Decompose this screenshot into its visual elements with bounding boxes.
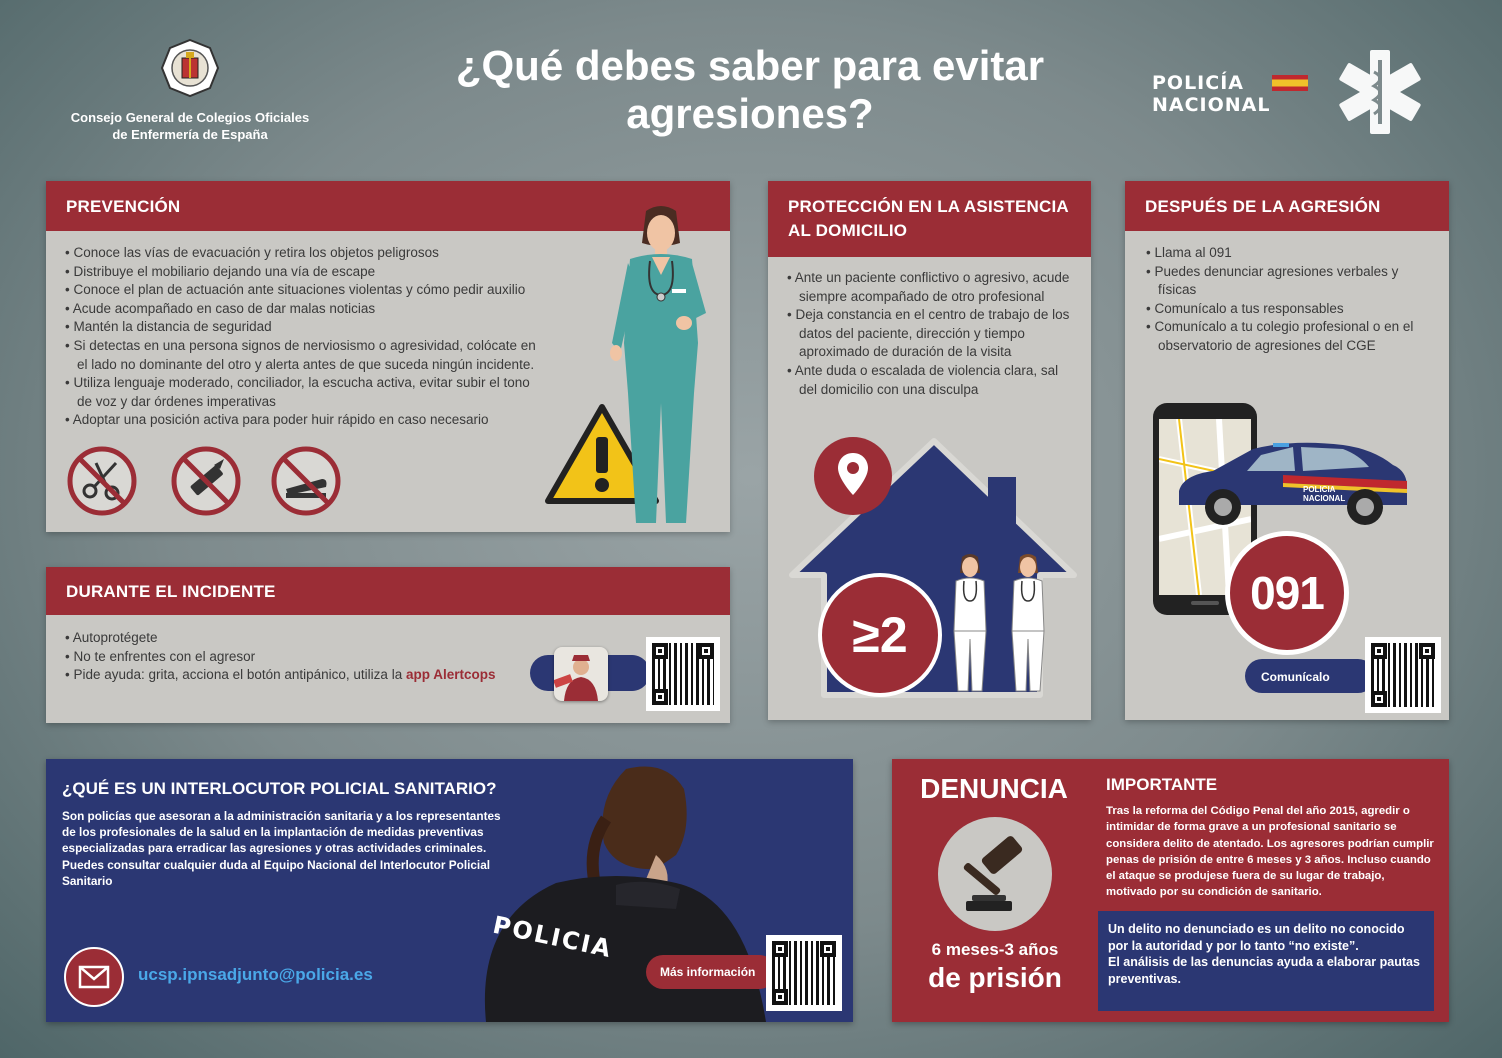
list-item: • Puedes denunciar agresiones verbales y físicas xyxy=(1145,263,1435,300)
gavel-icon xyxy=(938,817,1052,931)
list-item: • Comunícalo a tu colegio profesional o en el observatorio de agresiones del CGE xyxy=(1145,318,1435,355)
interlocutor-title: ¿QUÉ ES UN INTERLOCUTOR POLICIAL SANITARIO? xyxy=(62,779,497,798)
penalty-duration: 6 meses-3 años xyxy=(931,940,1059,959)
list-item: • Autoprotégete xyxy=(64,629,544,648)
domicilio-list xyxy=(786,269,1076,399)
no-cutter-icon xyxy=(170,445,242,522)
list-item: • Acude acompañado en caso de dar malas noticias xyxy=(64,300,544,319)
durante-card xyxy=(46,567,730,723)
list-item xyxy=(64,666,544,685)
alertcops-app-icon[interactable] xyxy=(554,647,608,701)
list-item: • Deja constancia en el centro de trabajo de los datos del paciente, dirección y tiempo aproximado de duración de la visita xyxy=(786,306,1076,362)
jacket-text: POLICIA xyxy=(490,910,615,964)
list-item: • Adoptar una posición activa para poder huir rápido en caso necesario xyxy=(64,411,544,430)
star-of-life-icon xyxy=(1330,42,1430,142)
list-item: • Mantén la distancia de seguridad xyxy=(64,318,544,337)
title-line-2: agresiones? xyxy=(626,90,874,137)
police-line-2: NACIONAL xyxy=(1152,94,1271,116)
police-line-1: POLICÍA xyxy=(1152,72,1244,94)
list-item: • Ante duda o escalada de violencia clara, sal del domicilio con una disculpa xyxy=(786,362,1076,399)
alertcops-text: Pide ayuda: grita, acciona el botón antipánico, utiliza la xyxy=(73,667,406,683)
domicilio-title-line-1: PROTECCIÓN EN LA ASISTENCIA xyxy=(788,197,1069,216)
interlocutor-description: Son policías que asesoran a la administración sanitaria y a los representantes de los profesionales de la salud en la implantación de medidas preventivas especializadas para erradicar las agresiones y otras actividades criminales. xyxy=(62,809,501,856)
notice-box xyxy=(1098,911,1434,1011)
list-item: • Conoce el plan de actuación ante situaciones violentas y cómo pedir auxilio xyxy=(64,281,544,300)
list-item: • Comunícalo a tus responsables xyxy=(1145,300,1435,319)
organization-name xyxy=(40,109,340,143)
comunicalo-qr-code[interactable] xyxy=(1365,637,1441,713)
alertcops-link[interactable]: app Alertcops xyxy=(405,667,496,683)
spain-flag-stripe xyxy=(1272,75,1308,91)
important-title: IMPORTANTE xyxy=(1106,775,1218,794)
prevencion-title: PREVENCIÓN xyxy=(66,197,181,216)
emergency-number: 091 xyxy=(1250,567,1324,619)
despues-title: DESPUÉS DE LA AGRESIÓN xyxy=(1145,197,1381,216)
prevencion-card xyxy=(46,181,730,532)
emergency-number-badge xyxy=(1225,531,1349,655)
penalty-text xyxy=(910,939,1080,995)
nurse-illustration xyxy=(606,203,716,528)
denuncia-title: DENUNCIA xyxy=(920,773,1068,804)
title-line-1: ¿Qué debes saber para evitar xyxy=(455,42,1045,89)
domicilio-header xyxy=(768,181,1091,257)
police-car-illustration xyxy=(1173,431,1413,540)
nurses-pair-illustration xyxy=(948,551,1058,698)
penalty-type: de prisión xyxy=(928,962,1062,993)
org-line-2: de Enfermería de España xyxy=(112,127,268,142)
important-body: Tras la reforma del Código Penal del año 2015, agredir o intimidar de forma grave a un profesional sanitario se considera delito de atentado. Los agresores podrían cumplir penas de prisión de entre 6 meses y 3 años. Incluso cuando el ataque se produjese fuera de su lugar de trabajo, motivado por su condición de sanitario. xyxy=(1106,805,1434,899)
notice-line-1: Un delito no denunciado es un delito no conocido por la autoridad y por lo tanto “no existe”. xyxy=(1108,922,1405,953)
alertcops-qr-code[interactable] xyxy=(646,637,720,711)
list-item: • Llama al 091 xyxy=(1145,244,1435,263)
durante-title: DURANTE EL INCIDENTE xyxy=(66,582,276,601)
page-title xyxy=(380,42,1120,138)
denuncia-card xyxy=(892,759,1449,1022)
comunicalo-label: Comunícalo xyxy=(1261,670,1330,684)
mas-informacion-label: Más información xyxy=(660,965,756,979)
prevencion-list xyxy=(64,244,544,430)
interlocutor-body xyxy=(62,808,502,889)
list-item: • Ante un paciente conflictivo o agresivo, acude siempre acompañado de otro profesional xyxy=(786,269,1076,306)
car-label-line-2: NACIONAL xyxy=(1303,494,1346,503)
list-item: • Si detectas en una persona signos de nerviosismo o agresividad, colócate en el lado no dominante del otro y alerta antes de que suceda ningún incidente. xyxy=(64,337,544,374)
durante-header xyxy=(46,567,730,615)
location-pin-icon xyxy=(814,437,892,515)
despues-list xyxy=(1145,244,1435,356)
email-icon[interactable] xyxy=(64,947,124,1007)
list-item: • Utiliza lenguaje moderado, conciliador, la escucha activa, evitar subir el tono de voz y dar órdenes imperativas xyxy=(64,374,544,411)
comunicalo-button[interactable] xyxy=(1245,659,1375,693)
car-label xyxy=(1303,485,1345,503)
interlocutor-contact-note: Puedes consultar cualquier duda al Equipo Nacional del Interlocutor Policial Sanitario xyxy=(62,857,491,888)
cge-logo xyxy=(158,38,222,98)
list-item: • Conoce las vías de evacuación y retira los objetos peligrosos xyxy=(64,244,544,263)
despues-header xyxy=(1125,181,1449,231)
durante-list xyxy=(64,629,544,685)
despues-card xyxy=(1125,181,1449,720)
interlocutor-card xyxy=(46,759,853,1022)
email-link[interactable]: ucsp.ipnsadjunto@policia.es xyxy=(138,965,373,984)
org-line-1: Consejo General de Colegios Oficiales xyxy=(70,110,310,125)
mas-informacion-button[interactable] xyxy=(646,955,776,989)
domicilio-card xyxy=(768,181,1091,720)
car-label-line-1: POLICIA xyxy=(1303,485,1336,494)
policia-nacional-logo xyxy=(1152,72,1312,116)
minimum-staff-value: ≥2 xyxy=(852,607,908,663)
list-item: • No te enfrentes con el agresor xyxy=(64,648,544,667)
domicilio-title-line-2: AL DOMICILIO xyxy=(788,221,908,240)
no-stapler-icon xyxy=(270,445,342,522)
minimum-staff-badge xyxy=(818,573,942,697)
no-scissors-icon xyxy=(66,445,138,522)
notice-line-2: El análisis de las denuncias ayuda a elaborar pautas preventivas. xyxy=(1108,955,1420,986)
list-item: • Distribuye el mobiliario dejando una vía de escape xyxy=(64,263,544,282)
interlocutor-qr-code[interactable] xyxy=(766,935,842,1011)
